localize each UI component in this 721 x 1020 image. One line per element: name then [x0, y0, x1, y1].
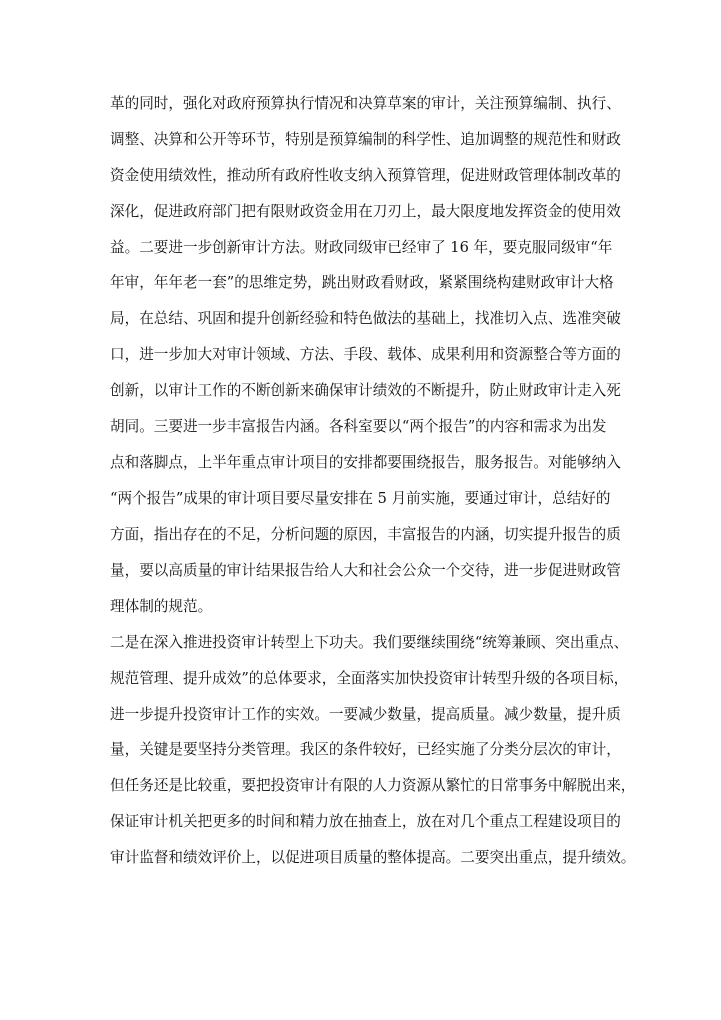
text-line: 年审，年年老一套”的思维定势，跳出财政看财政，紧紧围绕构建财政审计大格 — [110, 274, 614, 291]
text-line: 二是在深入推进投资审计转型上下功夫。我们要继续围绕“统筹兼顾、突出重点、 — [110, 634, 629, 651]
text-line: 量，要以高质量的审计结果报告给人大和社会公众一个交待，进一步促进财政管 — [110, 562, 621, 579]
text-line: 口，进一步加大对审计领域、方法、手段、载体、成果利用和资源整合等方面的 — [110, 346, 621, 363]
text-line: 规范管理、提升成效”的总体要求，全面落实加快投资审计转型升级的各项目标， — [110, 670, 629, 687]
text-line: 革的同时，强化对政府预算执行情况和决算草案的审计，关注预算编制、执行、 — [110, 95, 621, 112]
text-line: 益。二要进一步创新审计方法。财政同级审已经审了 16 年，要克服同级审“年 — [110, 239, 613, 256]
text-line: 胡同。三要进一步丰富报告内涵。各科室要以“两个报告”的内容和需求为出发 — [110, 418, 607, 435]
text-line: 保证审计机关把更多的时间和精力放在抽查上，放在对几个重点工程建设项目的 — [110, 813, 621, 830]
text-line: “两个报告”成果的审计项目要尽量安排在 5 月前实施，要通过审计，总结好的 — [110, 490, 611, 507]
text-line: 创新，以审计工作的不断创新来确保审计绩效的不断提升，防止财政审计走入死 — [110, 382, 621, 399]
text-line: 方面，指出存在的不足，分析问题的原因，丰富报告的内涵，切实提升报告的质 — [110, 526, 621, 543]
text-line: 进一步提升投资审计工作的实效。一要减少数量，提高质量。减少数量，提升质 — [110, 706, 621, 723]
text-line: 资金使用绩效性，推动所有政府性收支纳入预算管理，促进财政管理体制改革的 — [110, 167, 621, 184]
text-line: 点和落脚点，上半年重点审计项目的安排都要围绕报告，服务报告。对能够纳入 — [110, 454, 621, 471]
text-line: 理体制的规范。 — [110, 598, 213, 615]
text-line: 局，在总结、巩固和提升创新经验和特色做法的基础上，找准切入点、选准突破 — [110, 310, 621, 327]
text-line: 但任务还是比较重，要把投资审计有限的人力资源从繁忙的日常事务中解脱出来， — [110, 777, 636, 794]
text-line: 量，关键是要坚持分类管理。我区的条件较好，已经实施了分类分层次的审计， — [110, 741, 621, 758]
text-line: 审计监督和绩效评价上，以促进项目质量的整体提高。二要突出重点，提升绩效。 — [110, 849, 636, 866]
text-line: 深化，促进政府部门把有限财政资金用在刀刃上，最大限度地发挥资金的使用效 — [110, 203, 621, 220]
text-line: 调整、决算和公开等环节，特别是预算编制的科学性、追加调整的规范性和财政 — [110, 131, 621, 148]
